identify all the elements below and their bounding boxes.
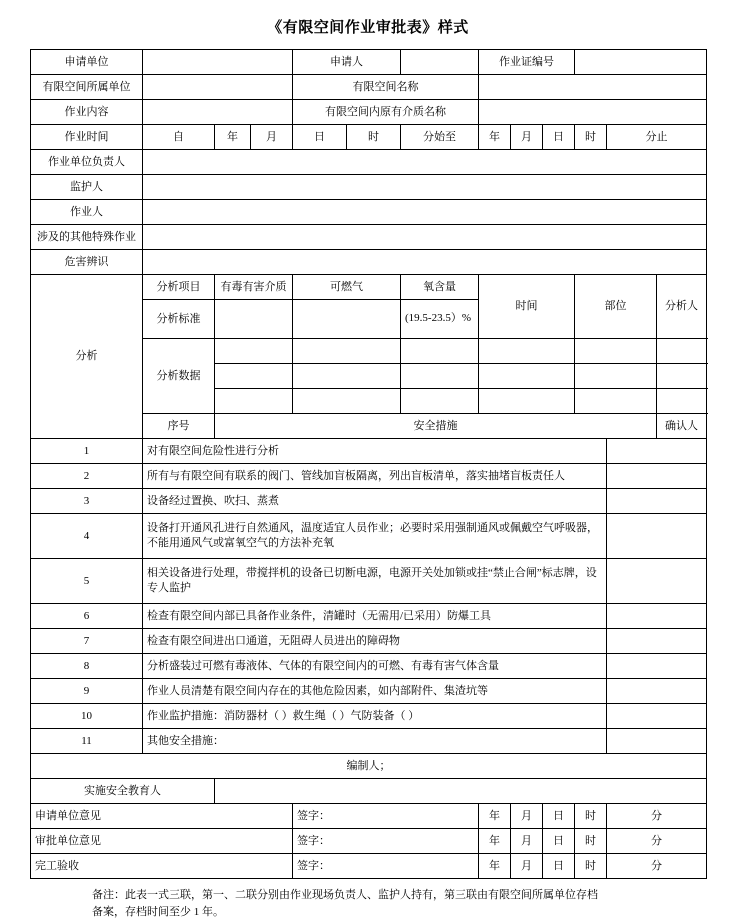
apply-opinion-hour: 时 [575, 804, 607, 829]
analysis-data-time-2[interactable] [479, 364, 575, 389]
analysis-data-flammable-2[interactable] [293, 364, 401, 389]
measure-confirm[interactable] [607, 489, 707, 514]
measure-no: 4 [31, 514, 143, 559]
measure-text: 相关设备进行处理，带搅拌机的设备已切断电源，电源开关处加锁或挂“禁止合闸”标志牌，设专人监护 [143, 559, 607, 604]
measure-no: 1 [31, 439, 143, 464]
approve-opinion-hour: 时 [575, 829, 607, 854]
analysis-data-position-2[interactable] [575, 364, 657, 389]
hazard-id-label: 危害辨识 [31, 250, 143, 275]
measure-no: 10 [31, 704, 143, 729]
measures-col-measure: 安全措施 [215, 414, 657, 439]
table-row [31, 175, 707, 200]
analysis-data-toxic-1[interactable] [215, 339, 293, 364]
analysis-col-analyst: 分析人 [657, 275, 707, 339]
table-row [31, 125, 707, 150]
worker-value[interactable] [143, 200, 707, 225]
belong-unit-value[interactable] [143, 75, 293, 100]
table-row [31, 754, 707, 779]
footer-note-line-2: 备案，存档时间至少 1 年。 [92, 906, 224, 919]
table-row [31, 150, 707, 175]
guardian-value[interactable] [143, 175, 707, 200]
apply-unit-label: 申请单位 [31, 50, 143, 75]
table-row [31, 250, 707, 275]
analysis-col-oxygen: 氧含量 [401, 275, 479, 300]
measure-text: 作业人员清楚有限空间内存在的其他危险因素，如内部附件、集渣坑等 [143, 679, 607, 704]
apply-opinion-label: 申请单位意见 [31, 804, 293, 829]
measure-confirm[interactable] [607, 654, 707, 679]
work-time-start-end: 分始至 [401, 125, 479, 150]
completion-label: 完工验收 [31, 854, 293, 879]
completion-minute: 分 [607, 854, 707, 879]
measure-no: 8 [31, 654, 143, 679]
measure-confirm[interactable] [607, 604, 707, 629]
table-row [31, 829, 707, 854]
measure-text: 作业监护措施：消防器材（ ）救生绳（ ）气防装备（ ） [143, 704, 607, 729]
measure-no: 11 [31, 729, 143, 754]
table-row [31, 50, 707, 75]
page-title: 《有限空间作业审批表》样式 [267, 20, 469, 36]
analysis-data-oxygen-3[interactable] [401, 389, 479, 414]
table-row [31, 629, 707, 654]
analysis-data-position-3[interactable] [575, 389, 657, 414]
table-row [31, 654, 707, 679]
analysis-data-toxic-3[interactable] [215, 389, 293, 414]
work-time-from: 自 [143, 125, 215, 150]
work-time-year: 年 [215, 125, 251, 150]
measure-text: 所有与有限空间有联系的阀门、管线加盲板隔离，列出盲板清单，落实抽堵盲板责任人 [143, 464, 607, 489]
work-unit-head-label: 作业单位负责人 [31, 150, 143, 175]
measure-text: 对有限空间危险性进行分析 [143, 439, 607, 464]
table-row [31, 439, 707, 464]
measure-text: 检查有限空间进出口通道，无阻碍人员进出的障碍物 [143, 629, 607, 654]
safety-edu-value[interactable] [215, 779, 707, 804]
apply-opinion-day: 日 [543, 804, 575, 829]
table-row [31, 100, 707, 125]
measure-no: 3 [31, 489, 143, 514]
analysis-data-flammable-3[interactable] [293, 389, 401, 414]
work-time-month: 月 [251, 125, 293, 150]
approve-opinion-sign[interactable]: 签字： [293, 829, 479, 854]
measure-no: 2 [31, 464, 143, 489]
analysis-data-oxygen-2[interactable] [401, 364, 479, 389]
analysis-item-label: 分析项目 [143, 275, 215, 300]
measure-confirm[interactable] [607, 464, 707, 489]
analysis-data-label: 分析数据 [143, 339, 215, 414]
analysis-data-time-3[interactable] [479, 389, 575, 414]
measure-text: 其他安全措施： [143, 729, 607, 754]
measure-text: 分析盛装过可燃有毒液体、气体的有限空间内的可燃、有毒有害气体含量 [143, 654, 607, 679]
measure-no: 7 [31, 629, 143, 654]
space-name-label: 有限空间名称 [293, 75, 479, 100]
applicant-label: 申请人 [293, 50, 401, 75]
apply-opinion-minute: 分 [607, 804, 707, 829]
measure-text: 设备打开通风孔进行自然通风，温度适宜人员作业；必要时采用强制通风或佩戴空气呼吸器， 不能用通风气或富氧空气的方法补充氧 [143, 514, 607, 559]
permit-no-value[interactable] [575, 50, 707, 75]
table-row [31, 779, 707, 804]
work-time-day: 日 [293, 125, 347, 150]
analysis-standard-oxygen: (19.5-23.5）% [401, 300, 479, 339]
approve-opinion-year: 年 [479, 829, 511, 854]
work-time-hour-2: 时 [575, 125, 607, 150]
analysis-section-label: 分析 [31, 275, 143, 439]
hazard-id-value[interactable] [143, 250, 707, 275]
table-row [31, 464, 707, 489]
original-medium-value[interactable] [479, 100, 707, 125]
work-content-value[interactable] [143, 100, 293, 125]
approve-opinion-label: 审批单位意见 [31, 829, 293, 854]
measure-confirm[interactable] [607, 679, 707, 704]
space-name-value[interactable] [479, 75, 707, 100]
work-unit-head-value[interactable] [143, 150, 707, 175]
work-time-month-2: 月 [511, 125, 543, 150]
table-row [31, 559, 707, 604]
original-medium-label: 有限空间内原有介质名称 [293, 100, 479, 125]
analysis-standard-flammable[interactable] [293, 300, 401, 339]
analysis-col-toxic: 有毒有害介质 [215, 275, 293, 300]
table-row [31, 275, 707, 300]
apply-opinion-month: 月 [511, 804, 543, 829]
approve-opinion-month: 月 [511, 829, 543, 854]
analysis-data-flammable-1[interactable] [293, 339, 401, 364]
table-row [31, 604, 707, 629]
other-special-value[interactable] [143, 225, 707, 250]
table-row [31, 489, 707, 514]
table-row [31, 854, 707, 879]
permit-no-label: 作业证编号 [479, 50, 575, 75]
other-special-label: 涉及的其他特殊作业 [31, 225, 143, 250]
completion-day: 日 [543, 854, 575, 879]
table-row [31, 75, 707, 100]
table-row [31, 514, 707, 559]
applicant-value[interactable] [401, 50, 479, 75]
completion-hour: 时 [575, 854, 607, 879]
editor-label: 编制人； [31, 754, 707, 779]
work-time-label: 作业时间 [31, 125, 143, 150]
apply-opinion-year: 年 [479, 804, 511, 829]
work-time-day-2: 日 [543, 125, 575, 150]
approve-opinion-day: 日 [543, 829, 575, 854]
analysis-standard-toxic[interactable] [215, 300, 293, 339]
analysis-col-time: 时间 [479, 275, 575, 339]
measure-confirm[interactable] [607, 729, 707, 754]
measure-confirm[interactable] [607, 514, 707, 559]
table-row [31, 200, 707, 225]
table-row [31, 804, 707, 829]
measure-no: 5 [31, 559, 143, 604]
analysis-data-toxic-2[interactable] [215, 364, 293, 389]
worker-label: 作业人 [31, 200, 143, 225]
analysis-data-oxygen-1[interactable] [401, 339, 479, 364]
measure-text: 检查有限空间内部已具备作业条件，清罐时（无需用/已采用）防爆工具 [143, 604, 607, 629]
table-row [31, 729, 707, 754]
analysis-data-time-1[interactable] [479, 339, 575, 364]
analysis-data-position-1[interactable] [575, 339, 657, 364]
approve-opinion-minute: 分 [607, 829, 707, 854]
analysis-data-analyst-3[interactable] [657, 389, 707, 414]
belong-unit-label: 有限空间所属单位 [31, 75, 143, 100]
apply-unit-value[interactable] [143, 50, 293, 75]
completion-month: 月 [511, 854, 543, 879]
safety-edu-label: 实施安全教育人 [31, 779, 215, 804]
permit-form-table [30, 49, 707, 879]
measure-no: 9 [31, 679, 143, 704]
footer-note-line-1: 备注：此表一式三联，第一、二联分别由作业现场负责人、监护人持有，第三联由有限空间所属单位存档 [92, 889, 598, 901]
measures-col-no: 序号 [143, 414, 215, 439]
table-row [31, 704, 707, 729]
table-row [31, 225, 707, 250]
work-time-hour: 时 [347, 125, 401, 150]
measure-confirm[interactable] [607, 629, 707, 654]
work-time-end: 分止 [607, 125, 707, 150]
analysis-col-flammable: 可燃气 [293, 275, 401, 300]
completion-year: 年 [479, 854, 511, 879]
measure-no: 6 [31, 604, 143, 629]
work-time-year-2: 年 [479, 125, 511, 150]
measure-confirm[interactable] [607, 559, 707, 604]
apply-opinion-sign[interactable]: 签字： [293, 804, 479, 829]
footer-note [30, 879, 706, 921]
guardian-label: 监护人 [31, 175, 143, 200]
table-row [31, 679, 707, 704]
analysis-data-analyst-1[interactable] [657, 339, 707, 364]
measure-confirm[interactable] [607, 704, 707, 729]
analysis-standard-label: 分析标准 [143, 300, 215, 339]
measures-col-confirm: 确认人 [657, 414, 707, 439]
completion-sign[interactable]: 签字： [293, 854, 479, 879]
measure-confirm[interactable] [607, 439, 707, 464]
work-content-label: 作业内容 [31, 100, 143, 125]
analysis-data-analyst-2[interactable] [657, 364, 707, 389]
measure-text: 设备经过置换、吹扫、蒸煮 [143, 489, 607, 514]
analysis-col-position: 部位 [575, 275, 657, 339]
